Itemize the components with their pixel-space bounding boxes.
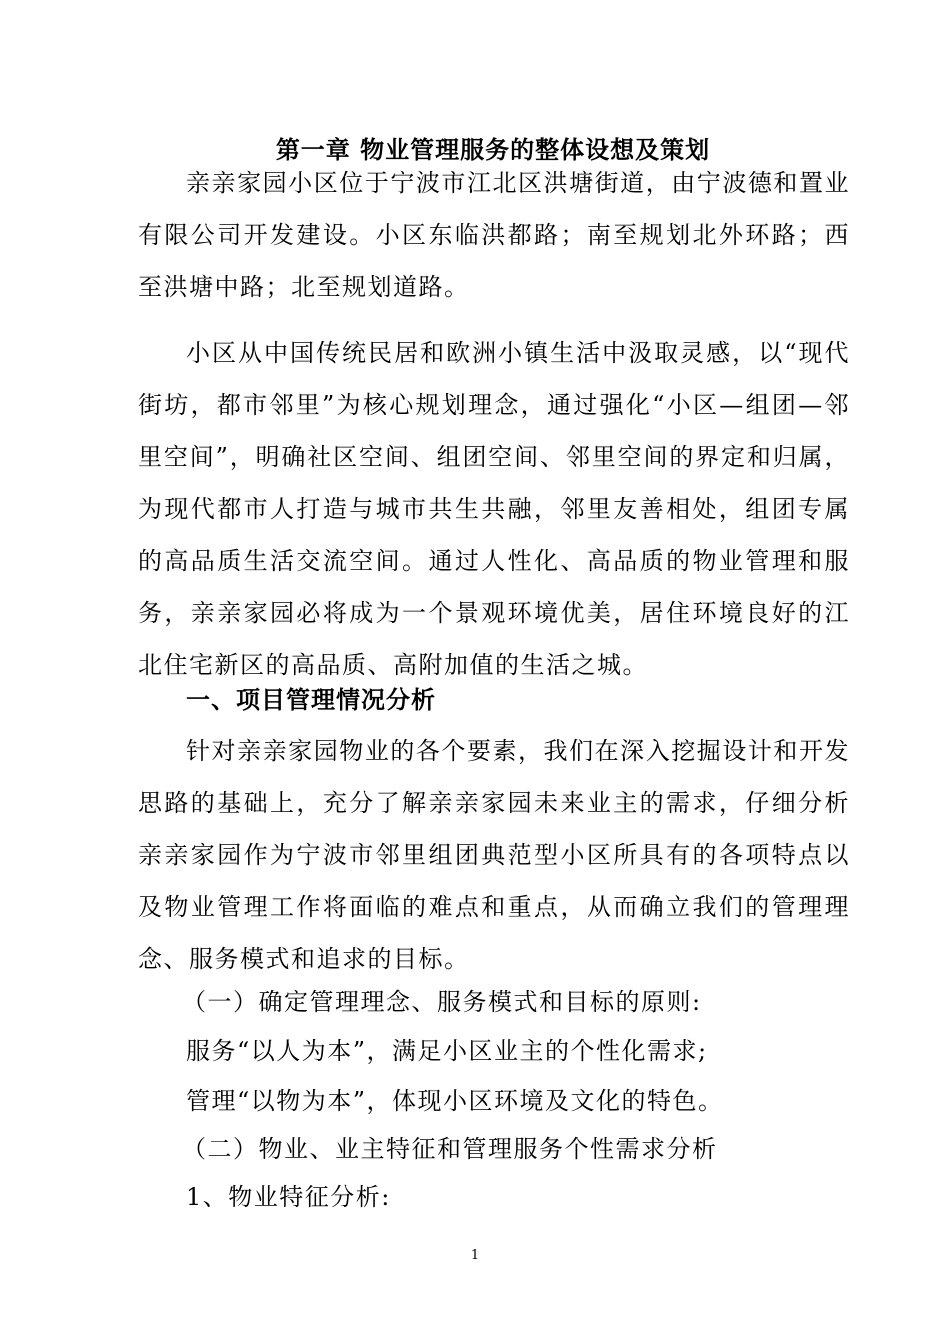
- principle-management: 管理“以物为本”，体现小区环境及文化的特色。: [186, 1087, 724, 1115]
- subsection-heading-analysis: （二）物业、业主特征和管理服务个性需求分析: [182, 1135, 718, 1163]
- section-paragraph: 针对亲亲家园物业的各个要素，我们在深入挖掘设计和开发思路的基础上，充分了解亲亲家园未来业主的需求，仔细分析亲亲家园作为宁波市邻里组团典范型小区所具有的各项特点以及物业管理工作将面临的难点和重点，从而确立我们的管理理念、服务模式和追求的目标。: [138, 737, 850, 973]
- page-number: 1: [470, 1248, 480, 1263]
- intro-paragraph-location: 亲亲家园小区位于宁波市江北区洪塘街道，由宁波德和置业有限公司开发建设。小区东临洪都路；南至规划北外环路；西至洪塘中路；北至规划道路。: [138, 169, 850, 301]
- principle-service: 服务“以人为本”，满足小区业主的个性化需求;: [186, 1037, 708, 1065]
- item-property-features: 1、物业特征分析:: [186, 1183, 391, 1211]
- section-heading: 一、项目管理情况分析: [186, 685, 436, 714]
- subsection-heading-principles: （一）确定管理理念、服务模式和目标的原则:: [182, 988, 702, 1016]
- chapter-title: 第一章 物业管理服务的整体设想及策划: [275, 135, 711, 164]
- intro-paragraph-concept: 小区从中国传统民居和欧洲小镇生活中汲取灵感，以“现代街坊，都市邻里”为核心规划理念，通过强化“小区—组团—邻里空间”，明确社区空间、组团空间、邻里空间的界定和归属，为现代都市人打造与城市共生共融，邻里友善相处，组团专属的高品质生活交流空间。通过人性化、高品质的物业管理和服务，亲亲家园必将成为一个景观环境优美，居住环境良好的江北住宅新区的高品质、高附加值的生活之城。: [138, 339, 850, 679]
